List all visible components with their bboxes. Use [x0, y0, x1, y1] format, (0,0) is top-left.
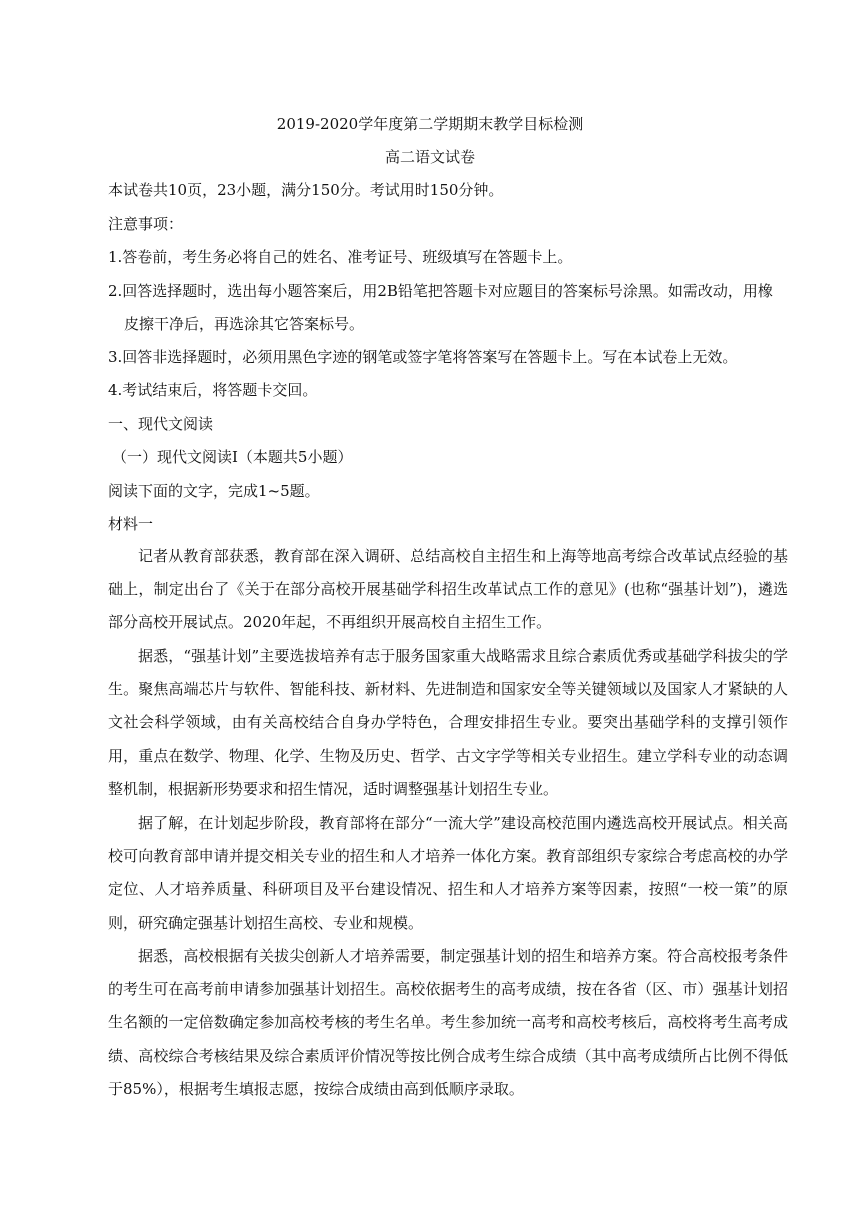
notice-heading: 注意事项： [108, 215, 184, 233]
notice-item-4: 4.考试结束后，将答题卡交回。 [108, 381, 318, 399]
exam-title: 2019-2020学年度第二学期期末教学目标检测 [276, 115, 584, 133]
notice-item-2: 2.回答选择题时，选出每小题答案后，用2B铅笔把答题卡对应题目的答案标号涂黑。如需改动，用橡 [108, 282, 773, 300]
reading-instruction: 阅读下面的文字，完成1~5题。 [108, 482, 320, 500]
notice-item-1: 1.答卷前，考生务必将自己的姓名、准考证号、班级填写在答题卡上。 [108, 248, 573, 266]
section-subheading: （一）现代文阅读Ⅰ（本题共5小题） [112, 448, 353, 466]
exam-subtitle: 高二语文试卷 [384, 148, 475, 166]
section-heading: 一、现代文阅读 [108, 415, 214, 433]
notice-item-2-cont: 皮擦干净后，再选涂其它答案标号。 [124, 315, 365, 333]
paragraph-1: 记者从教育部获悉，教育部在深入调研、总结高校自主招生和上海等地高考综合改革试点经验的基础上，制定出台了《关于在部分高校开展基础学科招生改革试点工作的意见》(也称“强基计划”)，遴选部分高校开展试点。2020年起，不再组织开展高校自主招生工作。 [108, 547, 788, 632]
paragraph-3: 据了解，在计划起步阶段，教育部将在部分“一流大学”建设高校范围内遴选高校开展试点。相关高校可向教育部申请并提交相关专业的招生和人才培养一体化方案。教育部组织专家综合考虑高校的办学定位、人才培养质量、科研项目及平台建设情况、招生和人才培养方案等因素，按照“一校一策”的原则，研究确定强基计划招生高校、专业和规模。 [108, 814, 788, 932]
exam-intro: 本试卷共10页，23小题，满分150分。考试用时150分钟。 [108, 181, 504, 199]
paragraph-2: 据悉，“强基计划”主要选拔培养有志于服务国家重大战略需求且综合素质优秀或基础学科拔尖的学生。聚焦高端芯片与软件、智能科技、新材料、先进制造和国家安全等关键领域以及国家人才紧缺的人文社会科学领域，由有关高校结合自身办学特色，合理安排招生专业。要突出基础学科的支撑引领作用，重点在数学、物理、化学、生物及历史、哲学、古文字学等相关专业招生。建立学科专业的动态调整机制，根据新形势要求和招生情况，适时调整强基计划招生专业。 [108, 647, 788, 798]
paragraph-4: 据悉，高校根据有关拔尖创新人才培养需要，制定强基计划的招生和培养方案。符合高校报考条件的考生可在高考前申请参加强基计划招生。高校依据考生的高考成绩，按在各省（区、市）强基计划招生名额的一定倍数确定参加高校考核的考生名单。考生参加统一高考和高校考核后，高校将考生高考成绩、高校综合考核结果及综合素质评价情况等按比例合成考生综合成绩（其中高考成绩所占比例不得低于85%），根据考生填报志愿，按综合成绩由高到低顺序录取。 [108, 947, 788, 1098]
material-label: 材料一 [108, 515, 154, 533]
notice-item-3: 3.回答非选择题时，必须用黑色字迹的钢笔或签字笔将答案写在答题卡上。写在本试卷上无效。 [108, 348, 738, 366]
